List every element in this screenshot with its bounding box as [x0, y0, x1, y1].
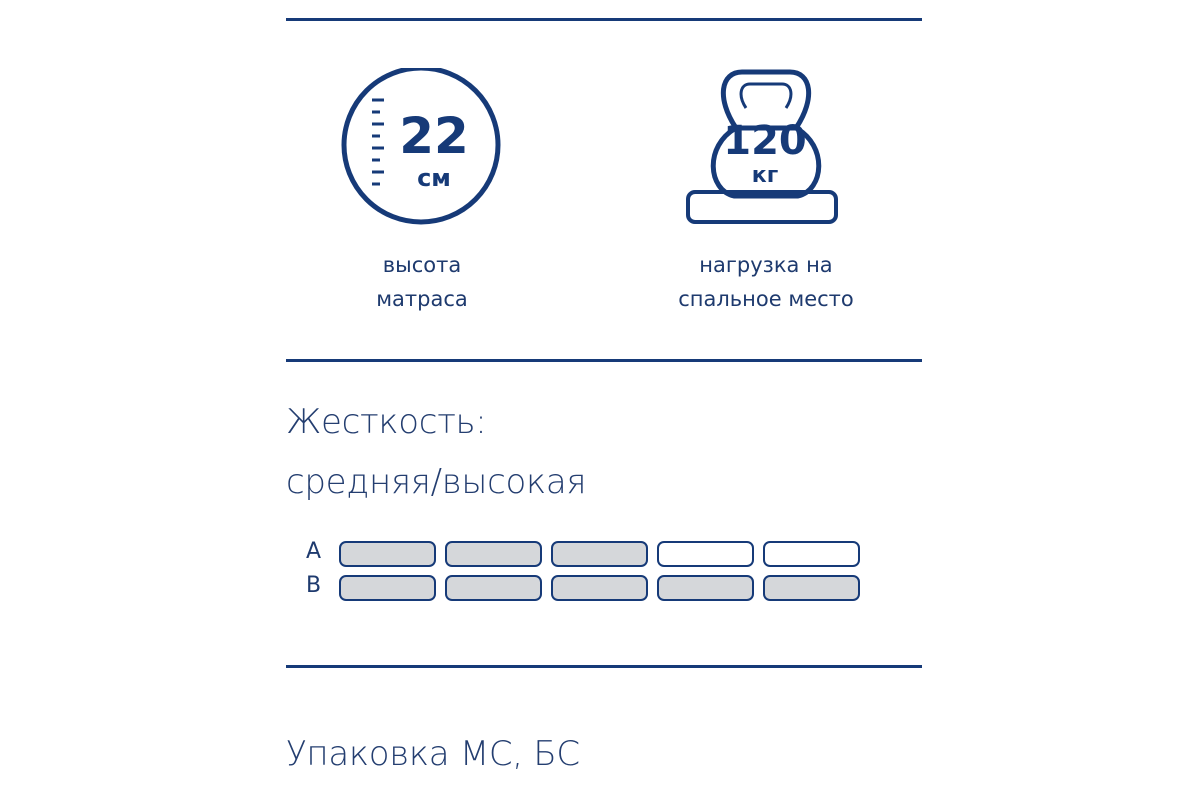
divider-top [286, 18, 922, 21]
firmness-row-label: A [306, 539, 322, 564]
firmness-title: Жесткость: [286, 402, 487, 442]
firmness-segment [551, 575, 648, 601]
packaging-text: Упаковка МС, БС [286, 734, 580, 774]
firmness-segment [339, 575, 436, 601]
firmness-segment [763, 575, 860, 601]
firmness-row-label: B [306, 573, 322, 598]
firmness-segment [763, 541, 860, 567]
height-stat [322, 68, 522, 311]
firmness-value: средняя/высокая [286, 462, 587, 502]
firmness-segment [445, 541, 542, 567]
height-unit: см [417, 164, 451, 192]
height-label: высота матраса [376, 253, 468, 311]
firmness-segment [339, 541, 436, 567]
load-stat [666, 68, 866, 311]
firmness-segment [551, 541, 648, 567]
height-value: 22 [399, 107, 469, 165]
load-label: нагрузка на спальное место [678, 253, 854, 311]
ruler-circle-icon [322, 68, 522, 238]
load-unit: кг [751, 163, 779, 188]
firmness-segment [445, 575, 542, 601]
divider-bottom [286, 665, 922, 668]
firmness-segment [657, 575, 754, 601]
kettlebell-icon [666, 68, 866, 238]
load-value: 120 [723, 118, 807, 164]
firmness-segment [657, 541, 754, 567]
divider-middle [286, 359, 922, 362]
